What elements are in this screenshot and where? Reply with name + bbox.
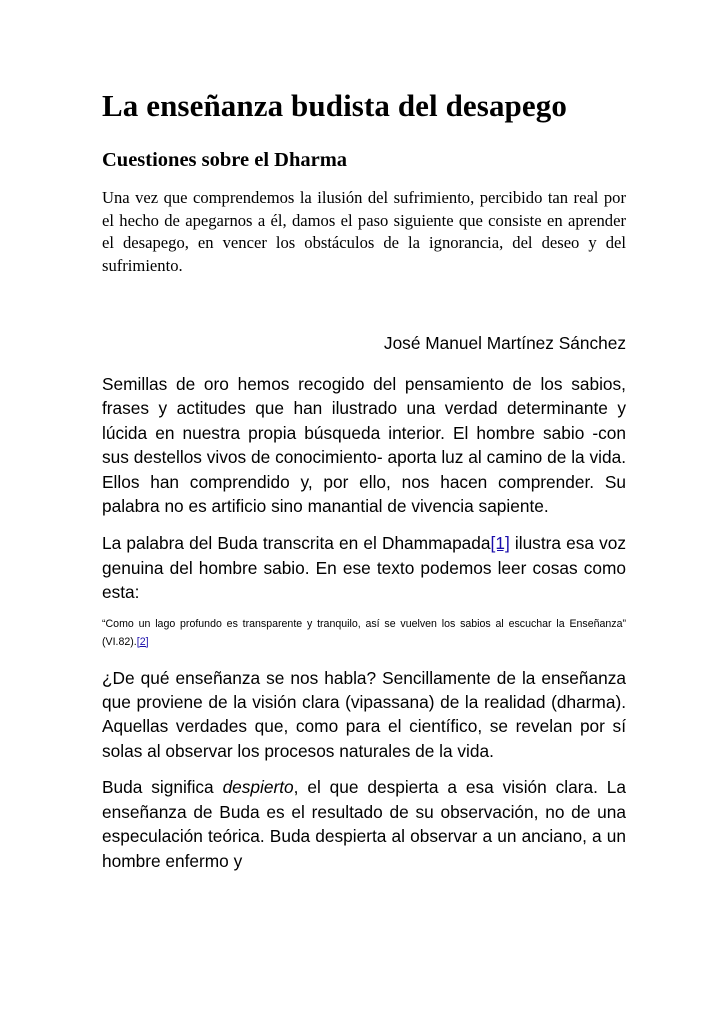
quote-paragraph (102, 615, 626, 651)
intro-paragraph: Una vez que comprendemos la ilusión del sufrimiento, percibido tan real por el hecho de apegarnos a él, damos el paso siguiente que consiste en aprender el desapego, en vencer los obstáculos de la ignorancia, del deseo y del sufrimiento. (102, 188, 626, 275)
footnote-link-1[interactable]: [1] (490, 533, 510, 554)
body-paragraph-3: ¿De qué enseñanza se nos habla? Sencillamente de la enseñanza que proviene de la visión clara (vipassana) de la realidad (dharma). Aquellas verdades que, como para el científico, se revelan por sí solas al observar los procesos naturales de la vida. (102, 667, 626, 761)
document-title: La enseñanza budista del desapego (102, 88, 567, 123)
body-paragraph-4 (102, 775, 626, 873)
paragraph-4-text-end: , el que despierta a esa visión clara. La enseñanza de Buda es el resultado de su observación, no de una especulación teórica. Buda despierta al observar a un anciano, a un hombre enfermo y (102, 777, 626, 871)
body-paragraph-1: Semillas de oro hemos recogido del pensamiento de los sabios, frases y actitudes que han ilustrado una verdad determinante y lúcida en nuestra propia búsqueda interior. El hombre sabio -con sus destellos vivos de conocimiento- aporta luz al camino de la vida. Ellos han comprendido y, por ello, nos hacen comprender. Su palabra no es artificio sino manantial de vivencia sapiente. (102, 374, 626, 517)
document-page (102, 88, 626, 873)
quote-text: “Como un lago profundo es transparente y tranquilo, así se vuelven los sabios al escuchar la Enseñanza” (VI.82). (102, 617, 626, 648)
footnote-link-2[interactable]: [2] (136, 635, 149, 648)
paragraph-2-text-start: La palabra del Buda transcrita en el Dhammapada (102, 533, 491, 554)
paragraph-2-text-end: ilustra esa voz genuina del hombre sabio. En ese texto podemos leer cosas como esta: (102, 533, 627, 603)
emphasis-despierto: despierto (222, 777, 294, 798)
body-paragraph-2 (102, 531, 626, 604)
paragraph-4-text-start: Buda significa (102, 777, 223, 798)
author-name: José Manuel Martínez Sánchez (383, 333, 626, 353)
document-subtitle: Cuestiones sobre el Dharma (102, 149, 348, 171)
